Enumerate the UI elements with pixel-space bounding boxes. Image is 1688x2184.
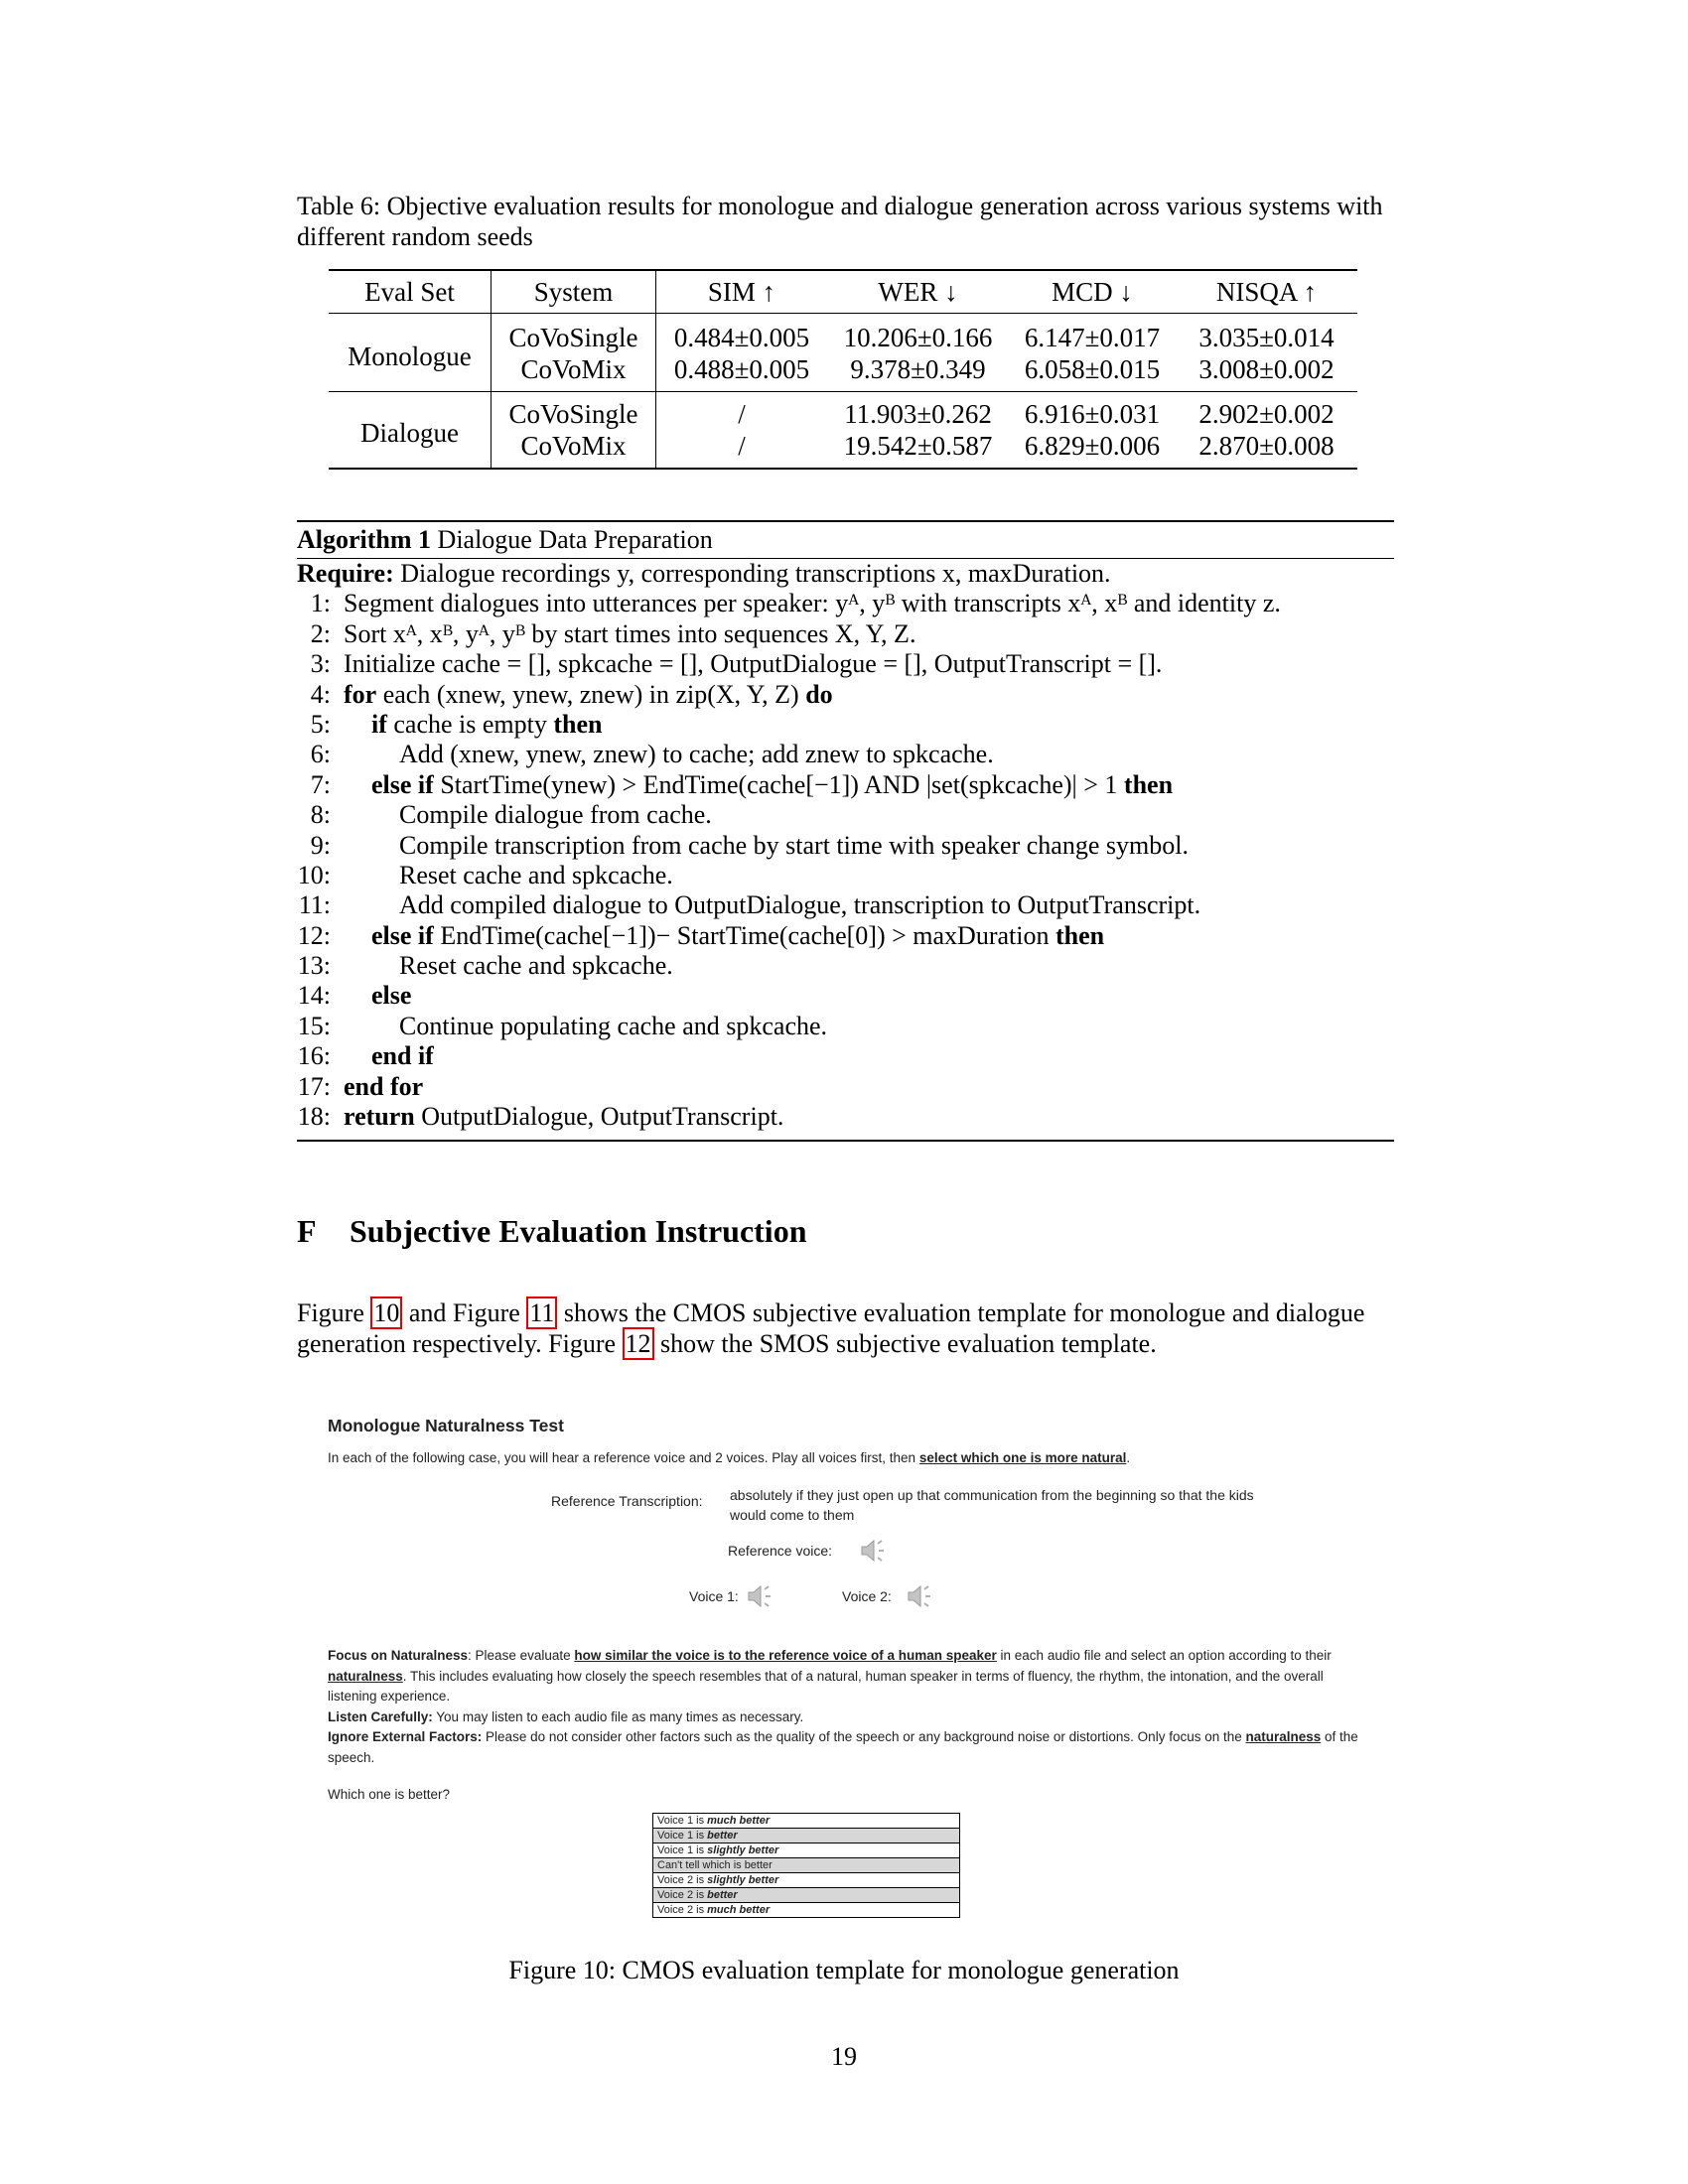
figure-ref-link[interactable]: 10: [370, 1297, 402, 1329]
option-emphasis: slightly better: [707, 1844, 779, 1856]
algorithm-line: [297, 800, 1394, 830]
note-text: in each audio file and select an option according to their: [996, 1648, 1332, 1663]
line-text: Sort xᴬ, xᴮ, yᴬ, yᴮ by start times into sequences X, Y, Z.: [344, 618, 916, 648]
nisqa-cell: 2.902±0.002: [1198, 398, 1335, 429]
option-row[interactable]: [653, 1843, 960, 1858]
algorithm-line: [297, 770, 1394, 800]
option-row[interactable]: [653, 1888, 960, 1903]
option-row[interactable]: [653, 1814, 960, 1829]
paragraph-text: show the SMOS subjective evaluation template.: [653, 1329, 1157, 1358]
nisqa-cell: 3.035±0.014: [1198, 322, 1335, 352]
eval-set-cell: Monologue: [329, 314, 492, 392]
line-number: 17:: [297, 1071, 331, 1101]
algorithm-line: [297, 861, 1394, 890]
line-text: else: [371, 981, 412, 1011]
header-sim: SIM ↑: [707, 276, 776, 307]
section-heading: [297, 1213, 806, 1250]
option-text: Voice 1 is: [657, 1844, 708, 1856]
page-number: 19: [831, 2042, 857, 2071]
wer-cell: 9.378±0.349: [850, 353, 986, 384]
evaluation-notes: [328, 1646, 1360, 1768]
line-number: 8:: [310, 800, 331, 830]
figure-ref-link[interactable]: 12: [623, 1327, 654, 1360]
line-number: 1:: [310, 589, 331, 618]
listen-note: [328, 1707, 1360, 1728]
line-text: Compile transcription from cache by start time with speaker change symbol.: [399, 830, 1189, 860]
paragraph-text: Figure: [297, 1298, 371, 1327]
algorithm-line: [297, 981, 1394, 1011]
nisqa-cell: 3.008±0.002: [1198, 353, 1335, 384]
speaker-icon[interactable]: [906, 1582, 935, 1610]
algorithm-title: [297, 522, 1394, 559]
algorithm-lines: [297, 559, 1394, 1132]
mcd-cell: 6.058±0.015: [1024, 353, 1161, 384]
instruction-text: .: [1126, 1450, 1131, 1465]
wer-cell: 11.903±0.262: [844, 398, 992, 429]
section-number: F: [297, 1213, 317, 1249]
paragraph-text: and Figure: [402, 1298, 527, 1327]
algorithm-block: [297, 520, 1394, 1142]
table-row: [329, 314, 1357, 354]
voice-1-label: Voice 1:: [689, 1588, 739, 1604]
question-text: Which one is better?: [328, 1787, 451, 1802]
line-number: 18:: [297, 1102, 331, 1132]
option-text: Voice 2 is: [657, 1874, 708, 1886]
line-text: for each (xnew, ynew, znew) in zip(X, Y, Z) do: [344, 679, 833, 709]
algorithm-line: [297, 649, 1394, 679]
note-text: You may listen to each audio file as many times as necessary.: [432, 1708, 804, 1724]
option-emphasis: much better: [707, 1815, 771, 1827]
line-number: 3:: [310, 649, 331, 679]
algorithm-line: [297, 619, 1394, 649]
voice-2-label: Voice 2:: [842, 1588, 892, 1604]
test-instructions: [328, 1450, 1130, 1465]
mcd-cell: 6.147±0.017: [1024, 322, 1161, 352]
option-row[interactable]: [653, 1858, 960, 1873]
system-cell: CoVoMix: [492, 353, 656, 392]
line-text: end if: [371, 1041, 434, 1071]
mcd-cell: 6.829±0.006: [1024, 430, 1161, 461]
note-text: Please do not consider other factors such as the quality of the speech or any background noise or distortions. Only focus on the: [482, 1729, 1246, 1744]
system-cell: CoVoMix: [492, 430, 656, 469]
instruction-text: In each of the following case, you will hear a reference voice and 2 voices. Play all voices first, then: [328, 1450, 919, 1465]
test-title: Monologue Naturalness Test: [328, 1416, 564, 1435]
line-number: 12:: [297, 920, 331, 950]
algorithm-line: [297, 1012, 1394, 1041]
header-wer: WER ↓: [878, 276, 958, 307]
algorithm-label: Algorithm 1: [297, 525, 432, 554]
line-text: else if EndTime(cache[−1])− StartTime(cache[0]) > maxDuration then: [371, 920, 1105, 950]
option-emphasis: better: [707, 1830, 738, 1842]
mcd-cell: 6.916±0.031: [1024, 398, 1161, 429]
option-text: Voice 2 is: [657, 1889, 708, 1901]
option-row[interactable]: [653, 1829, 960, 1843]
algorithm-line: [297, 1041, 1394, 1071]
table-row: [329, 392, 1357, 431]
algorithm-line: [297, 831, 1394, 861]
line-number: 4:: [310, 679, 331, 709]
note-text: . This includes evaluating how closely the speech resembles that of a natural, human speaker in terms of fluency, the rhythm, the intonation, and the overall listening experience.: [328, 1668, 1324, 1704]
line-number: 5:: [310, 709, 331, 739]
paragraph-text: shows the CMOS subjective evaluation template for monologue and dialogue generation respectively. Figure: [297, 1298, 1365, 1358]
line-number: 13:: [297, 951, 331, 981]
table-header-row: [329, 270, 1357, 314]
note-keyword: Ignore External Factors:: [328, 1729, 483, 1744]
note-keyword: Focus on Naturalness: [328, 1648, 469, 1663]
body-paragraph: [297, 1297, 1394, 1359]
sim-cell: 0.484±0.005: [673, 322, 810, 352]
require-text: Dialogue recordings y, corresponding transcriptions x, maxDuration.: [400, 559, 1111, 588]
option-row[interactable]: [653, 1873, 960, 1888]
algorithm-line: [297, 921, 1394, 951]
algorithm-name: Dialogue Data Preparation: [437, 525, 713, 554]
option-emphasis: slightly better: [707, 1874, 779, 1886]
algorithm-line: [297, 589, 1394, 618]
line-text: if cache is empty then: [371, 709, 603, 739]
line-text: Compile dialogue from cache.: [399, 800, 712, 830]
option-emphasis: much better: [707, 1904, 771, 1916]
require-keyword: Require:: [297, 559, 394, 588]
option-emphasis: better: [707, 1889, 738, 1901]
note-keyword: Listen Carefully:: [328, 1708, 433, 1724]
algorithm-line: [297, 890, 1394, 920]
line-text: Initialize cache = [], spkcache = [], OutputDialogue = [], OutputTranscript = [].: [344, 649, 1163, 679]
line-number: 2:: [310, 618, 331, 648]
wer-cell: 19.542±0.587: [843, 430, 993, 461]
table-caption: Table 6: Objective evaluation results for monologue and dialogue generation across various systems with different random seeds: [297, 192, 1383, 251]
options-list: [652, 1813, 960, 1918]
algorithm-line: [297, 740, 1394, 769]
line-number: 10:: [297, 860, 331, 889]
line-text: return OutputDialogue, OutputTranscript.: [344, 1102, 784, 1132]
line-text: Reset cache and spkcache.: [399, 860, 673, 889]
line-text: end for: [344, 1071, 424, 1101]
focus-note: [328, 1646, 1360, 1707]
line-text: Reset cache and spkcache.: [399, 951, 673, 981]
reference-voice-label: Reference voice:: [728, 1543, 833, 1559]
header-mcd: MCD ↓: [1052, 276, 1133, 307]
algorithm-require: [297, 559, 1394, 589]
figure-10: [328, 1408, 1360, 1934]
line-number: 11:: [298, 890, 331, 920]
speaker-icon[interactable]: [859, 1537, 889, 1565]
reference-transcription-text: absolutely if they just open up that communication from the beginning so that the kids would come to them: [730, 1487, 1254, 1523]
header-system: System: [492, 270, 656, 314]
nisqa-cell: 2.870±0.008: [1198, 430, 1335, 461]
section-title: Subjective Evaluation Instruction: [350, 1213, 807, 1249]
note-emphasis: naturalness: [328, 1668, 403, 1684]
sim-cell: /: [738, 398, 746, 429]
line-text: else if StartTime(ynew) > EndTime(cache[−1]) AND |set(spkcache)| > 1 then: [371, 769, 1174, 799]
instruction-emphasis: select which one is more natural: [918, 1450, 1127, 1465]
line-text: Segment dialogues into utterances per speaker: yᴬ, yᴮ with transcripts xᴬ, xᴮ and identity z.: [344, 589, 1281, 618]
line-text: Add compiled dialogue to OutputDialogue, transcription to OutputTranscript.: [399, 890, 1201, 920]
line-number: 14:: [297, 981, 331, 1011]
option-row[interactable]: [653, 1903, 960, 1918]
algorithm-line: [297, 710, 1394, 740]
option-text: Voice 1 is: [657, 1830, 708, 1842]
sim-cell: /: [738, 430, 746, 461]
figure-ref-link[interactable]: 11: [526, 1297, 557, 1329]
wer-cell: 10.206±0.166: [843, 322, 993, 352]
algorithm-line: [297, 1072, 1394, 1102]
system-cell: CoVoSingle: [492, 314, 656, 354]
reference-transcription-label: Reference Transcription:: [551, 1493, 703, 1509]
eval-set-cell: Dialogue: [329, 392, 492, 470]
algorithm-line: [297, 951, 1394, 981]
line-text: Add (xnew, ynew, znew) to cache; add znew to spkcache.: [399, 740, 994, 769]
results-table: [329, 269, 1357, 470]
note-text: of the speech.: [328, 1729, 1358, 1765]
line-number: 15:: [297, 1011, 331, 1040]
option-text: Voice 2 is: [657, 1904, 708, 1916]
line-number: 9:: [310, 830, 331, 860]
sim-cell: 0.488±0.005: [673, 353, 810, 384]
line-number: 16:: [297, 1041, 331, 1071]
figure-caption: Figure 10: CMOS evaluation template for monologue generation: [508, 1956, 1180, 1984]
algorithm-line: [297, 680, 1394, 710]
header-eval-set: Eval Set: [329, 270, 492, 314]
algorithm-line: [297, 1102, 1394, 1132]
ignore-note: [328, 1727, 1360, 1768]
note-emphasis: how similar the voice is to the reference voice of a human speaker: [574, 1648, 997, 1663]
option-text: Voice 1 is: [657, 1815, 708, 1827]
note-text: : Please evaluate: [468, 1648, 575, 1663]
system-cell: CoVoSingle: [492, 392, 656, 431]
note-emphasis: naturalness: [1245, 1729, 1322, 1744]
line-number: 6:: [310, 740, 331, 769]
speaker-icon[interactable]: [746, 1582, 775, 1610]
option-text: Can't tell which is better: [657, 1859, 773, 1871]
header-nisqa: NISQA ↑: [1215, 276, 1318, 307]
line-number: 7:: [310, 769, 331, 799]
line-text: Continue populating cache and spkcache.: [399, 1011, 828, 1040]
